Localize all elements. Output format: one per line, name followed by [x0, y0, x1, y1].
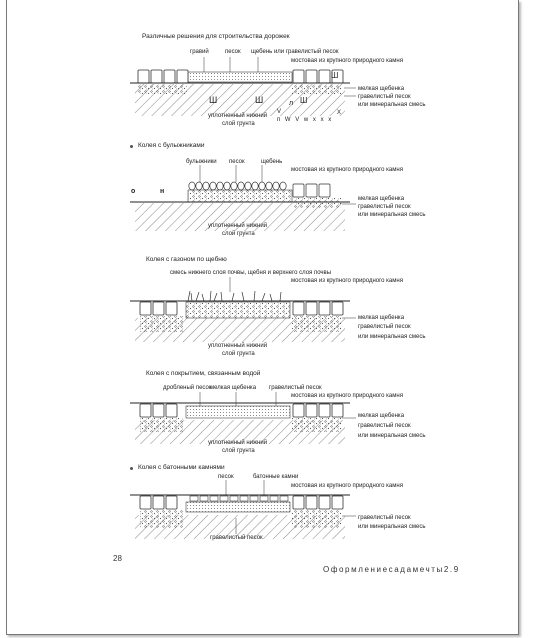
scatter-4: л — [289, 100, 294, 107]
figure-3-drawing — [130, 277, 356, 342]
label-soil-layer: слой грунта — [222, 448, 255, 454]
figure-2-title: Колея с булыжниками — [138, 142, 205, 149]
label-gravel-sand-bottom: гравелистый песок — [210, 535, 263, 541]
label-cobbles: булыжники — [186, 159, 217, 165]
scatter-8: X — [337, 110, 342, 116]
bullet — [130, 145, 133, 148]
figure-5-title: Колея с батонными камнями — [138, 464, 225, 471]
label-fine-gravel: мелкая щебенка — [358, 86, 405, 92]
label-compacted-soil: уплотненный нижний — [208, 440, 268, 446]
label-gravel-sand: гравелистый песок — [358, 423, 411, 429]
label-gravel-sand-top: гравелистый песок — [269, 385, 322, 391]
label-crushed-stone: щебень или гравелистый песок — [251, 49, 339, 55]
label-paving: мостовая из крупного природного камня — [291, 393, 403, 399]
label-mineral-mix: или минеральная смесь — [358, 212, 426, 218]
label-compacted-soil: уплотненный нижний — [208, 343, 268, 349]
label-paving: мостовая из крупного природного камня — [291, 278, 403, 284]
figure-1-drawing — [130, 57, 356, 116]
label-paving: мостовая из крупного природного камня — [291, 483, 403, 489]
label-gravel-sand: гравелистый песок — [358, 204, 411, 210]
label-fine-gravel: мелкая щебенка — [358, 315, 405, 321]
label-crushed-sand: дробленый песок — [163, 385, 212, 391]
label-soil-layer: слой грунта — [222, 231, 255, 237]
label-soil-layer: слой грунта — [222, 351, 255, 357]
scatter-3: Ш — [331, 71, 339, 80]
scatter-1: Ш — [209, 95, 218, 105]
label-crushed-stone: щебень — [261, 159, 283, 165]
label-fine-gravel: мелкая щебенка — [358, 413, 405, 419]
label-soil-layer: слой грунта — [222, 121, 255, 127]
label-mineral-mix: или минеральная смесь — [358, 433, 426, 439]
label-gravel-sand: гравелистый песок — [358, 515, 411, 521]
label-mineral-mix: или минеральная смесь — [358, 524, 426, 530]
label-mineral-mix: или минеральная смесь — [358, 102, 426, 108]
label-paving: мостовая из крупного природного камня — [291, 58, 403, 64]
label-sand: песок — [225, 49, 241, 55]
label-compacted-soil: уплотненный нижний — [208, 113, 268, 119]
label-compacted-soil: уплотненный нижний — [208, 223, 268, 229]
scatter-7: п W V w x x x — [277, 117, 333, 123]
label-baton-stones: батонные камни — [253, 474, 299, 480]
label-gravel-sand: гравелистый песок — [358, 94, 411, 100]
figure-4-title: Колея с покрытием, связанным водой — [146, 370, 261, 377]
bullet — [130, 467, 133, 470]
label-n: н — [160, 188, 165, 195]
label-mineral-mix: или минеральная смесь — [358, 334, 426, 340]
label-fine-gravel: мелкая щебенка — [358, 196, 405, 202]
label-sand: песок — [218, 474, 234, 480]
scatter-6: V — [277, 109, 282, 115]
label-paving: мостовая из крупного природного камня — [291, 167, 403, 173]
label-o: о — [131, 188, 136, 195]
figure-1-title: Различные решения для строительства дорожек — [142, 33, 290, 40]
figure-3-title: Колея с газоном по щебню — [146, 256, 227, 263]
label-sand: песок — [229, 159, 245, 165]
label-soil-mix: смесь нижнего слоя почвы, щебня и верхнего слоя почвы — [170, 270, 332, 276]
label-fine-gravel-top: мелкая щебенка — [210, 385, 257, 391]
figure-2-drawing — [130, 165, 356, 231]
label-gravel-sand: гравелистый песок — [358, 324, 411, 330]
scatter-5: Ш — [300, 96, 308, 105]
page-number: 28 — [113, 554, 122, 563]
label-gravel: гравий — [190, 49, 209, 55]
footer-text: Оформлениесадамечты2.9 — [323, 565, 460, 574]
scatter-2: Ш — [255, 95, 264, 105]
